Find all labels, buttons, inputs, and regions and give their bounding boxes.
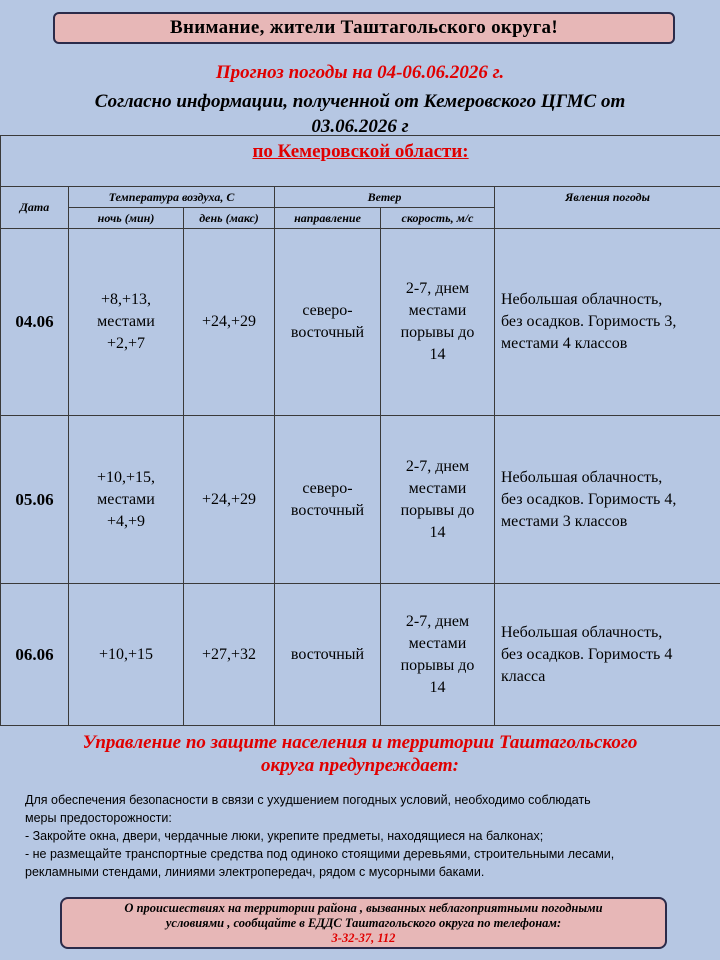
header-speed: скорость, м/с xyxy=(381,208,495,229)
table-row xyxy=(1,584,720,726)
table-row xyxy=(1,229,720,416)
row-phenomena xyxy=(495,416,720,584)
report-line-1: О происшествиях на территории района , вызванных неблагоприятными погодными xyxy=(124,901,603,915)
report-box xyxy=(60,897,667,949)
row-phenomena xyxy=(495,584,720,726)
row-direction xyxy=(275,584,381,726)
night-line: +10,+15, xyxy=(96,468,156,486)
row-speed xyxy=(381,416,495,584)
row-direction xyxy=(275,229,381,416)
phenomena-line: Небольшая облачность, xyxy=(501,291,663,308)
night-line: местами xyxy=(97,313,155,330)
banner-text: Внимание, жители Таштагольского округа! xyxy=(170,17,558,38)
header-date: Дата xyxy=(1,187,69,229)
advice-line: - не размещайте транспортные средства под одиноко стоящими деревьями, строительными лесами, xyxy=(25,847,615,861)
table-row xyxy=(1,416,720,584)
speed-line: порывы до xyxy=(400,501,475,519)
speed-line: 2-7, днем xyxy=(405,280,470,297)
phenomena-line: Небольшая облачность, xyxy=(501,468,663,486)
advice-line: меры предосторожности: xyxy=(25,811,172,825)
forecast-title: Прогноз погоды на 04-06.06.2026 г. xyxy=(215,62,505,83)
forecast-table xyxy=(0,135,720,726)
night-line: +2,+7 xyxy=(106,335,146,352)
phenomena-line: без осадков. Горимость 3, xyxy=(501,313,677,330)
direction-line: восточный xyxy=(290,501,365,519)
source-line-2: 03.06.2026 г xyxy=(311,116,409,137)
phenomena-line: класса xyxy=(501,667,546,685)
phenomena-line: без осадков. Горимость 4, xyxy=(501,490,677,508)
phenomena-line: без осадков. Горимость 4 xyxy=(501,645,673,663)
emergency-phones: 3-32-37, 112 xyxy=(331,931,396,945)
region-header-cell xyxy=(1,136,720,187)
row-date: 06.06 xyxy=(1,584,69,726)
speed-line: 14 xyxy=(429,678,446,696)
speed-line: местами xyxy=(408,479,467,497)
speed-line: 14 xyxy=(429,523,446,541)
row-day: +24,+29 xyxy=(184,416,275,584)
night-line: +4,+9 xyxy=(106,512,146,530)
row-speed xyxy=(381,584,495,726)
header-temperature: Температура воздуха, С xyxy=(69,187,275,208)
advice-line: Для обеспечения безопасности в связи с ухудшением погодных условий, необходимо соблюдать xyxy=(25,793,591,807)
header-day: день (макс) xyxy=(184,208,275,229)
advice-line: рекламными стендами, линиями электропередач, рядом с мусорными баками. xyxy=(25,865,485,879)
speed-line: порывы до xyxy=(400,324,475,341)
report-line-2: условиями , сообщайте в ЕДДС Таштагольского округа по телефонам: xyxy=(165,916,562,930)
warning-line-1: Управление по защите населения и территории Таштагольского xyxy=(82,732,638,753)
speed-line: местами xyxy=(408,302,467,319)
row-night xyxy=(69,584,184,726)
row-direction xyxy=(275,416,381,584)
row-night xyxy=(69,229,184,416)
direction-line: восточный xyxy=(290,645,365,663)
advice-line: - Закройте окна, двери, чердачные люки, укрепите предметы, находящиеся на балконах; xyxy=(25,829,544,843)
phenomena-line: местами 3 классов xyxy=(501,512,628,530)
night-line: +8,+13, xyxy=(100,291,152,308)
header-phenomena: Явления погоды xyxy=(495,187,720,229)
direction-line: восточный xyxy=(290,324,365,341)
direction-line: северо- xyxy=(302,302,353,319)
header-wind: Ветер xyxy=(275,187,495,208)
row-day: +24,+29 xyxy=(184,229,275,416)
night-line: местами xyxy=(97,490,155,508)
header-night: ночь (мин) xyxy=(69,208,184,229)
row-day: +27,+32 xyxy=(184,584,275,726)
warning-heading xyxy=(0,731,720,777)
row-phenomena xyxy=(495,229,720,416)
row-date: 04.06 xyxy=(1,229,69,416)
speed-line: порывы до xyxy=(400,656,475,674)
speed-line: местами xyxy=(408,634,467,652)
source-info xyxy=(40,89,680,139)
row-speed xyxy=(381,229,495,416)
warning-banner xyxy=(53,12,675,44)
region-title: по Кемеровской области: xyxy=(252,141,469,162)
speed-line: 2-7, днем xyxy=(405,612,470,630)
phenomena-line: Небольшая облачность, xyxy=(501,623,663,641)
header-direction: направление xyxy=(275,208,381,229)
source-line-1: Согласно информации, полученной от Кемеровского ЦГМС от xyxy=(94,91,626,112)
direction-line: северо- xyxy=(302,479,353,497)
night-line: +10,+15 xyxy=(98,645,154,663)
safety-advice xyxy=(25,791,715,881)
speed-line: 14 xyxy=(429,346,446,363)
speed-line: 2-7, днем xyxy=(405,457,470,475)
warning-line-2: округа предупреждает: xyxy=(260,755,460,776)
row-night xyxy=(69,416,184,584)
phenomena-line: местами 4 классов xyxy=(501,335,628,352)
row-date: 05.06 xyxy=(1,416,69,584)
